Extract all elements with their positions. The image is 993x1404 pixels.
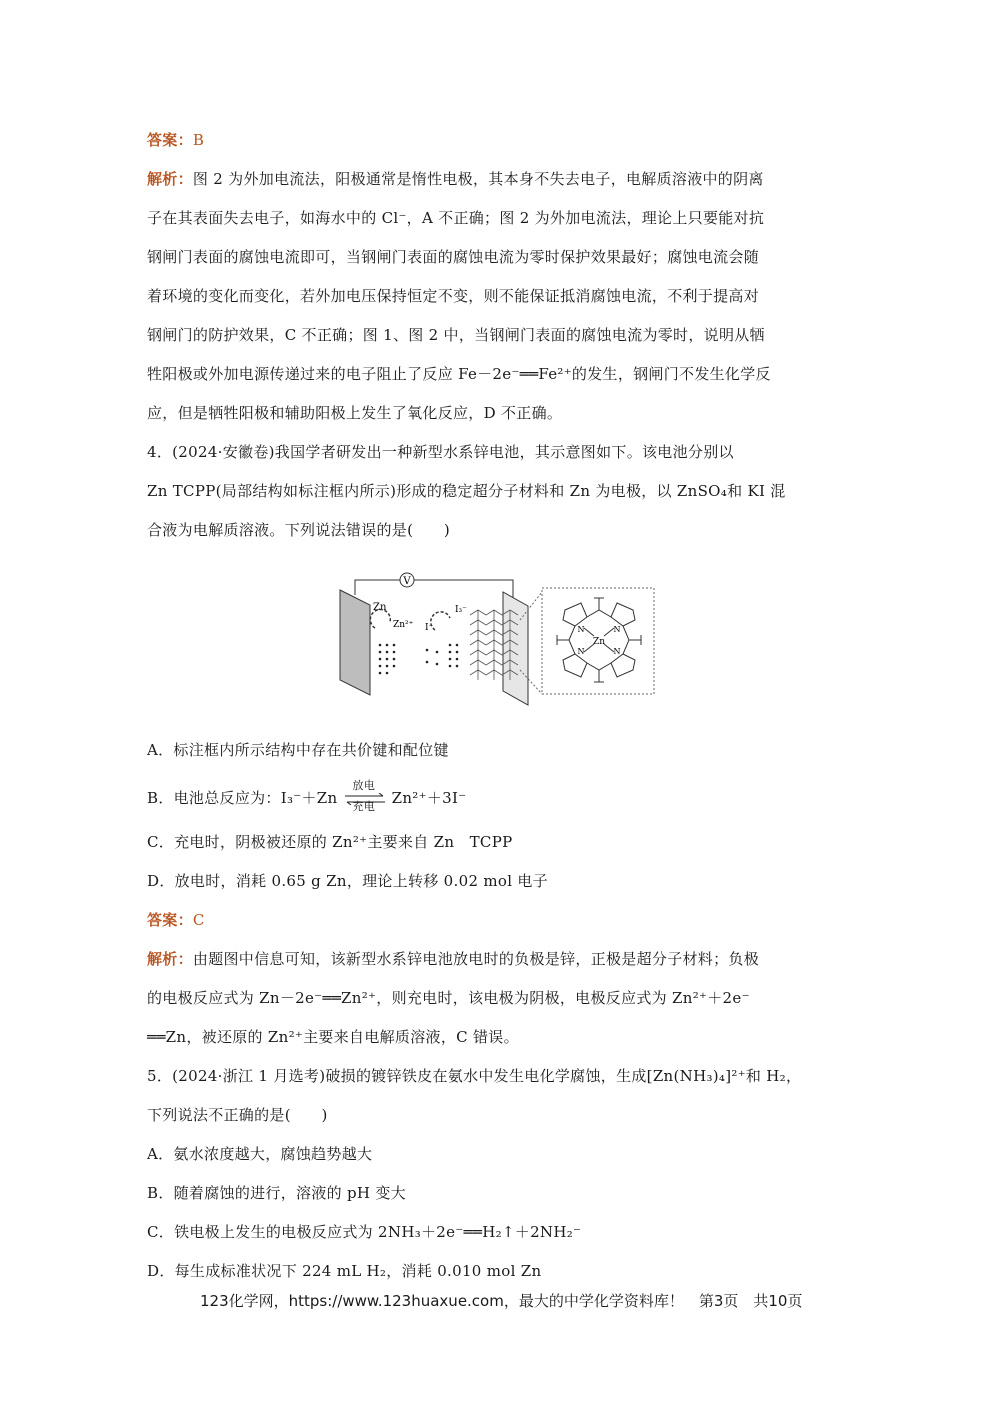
q4-option-c: C．充电时，阴极被还原的 Zn²⁺主要来自 Zn TCPP bbox=[147, 833, 513, 851]
answer-value: B bbox=[192, 131, 205, 149]
page-footer: 123化学网，https://www.123huaxue.com，最大的中学化学资料库！ 第3页 共10页 bbox=[200, 1292, 803, 1310]
answer-line-2 bbox=[147, 910, 205, 930]
answer-line-1 bbox=[147, 130, 204, 150]
option-b-prefix: B．电池总反应为：I₃⁻＋Zn bbox=[147, 789, 338, 807]
explanation-text: 由题图中信息可知，该新型水系锌电池放电时的负极是锌，正极是超分子材料；负极 bbox=[192, 950, 760, 968]
explanation-line: ══Zn，被还原的 Zn²⁺主要来自电解质溶液，C 错误。 bbox=[147, 1028, 519, 1046]
q4-option-a: A．标注框内所示结构中存在共价键和配位键 bbox=[147, 741, 449, 759]
q5-option-d: D．每生成标准状况下 224 mL H₂，消耗 0.010 mol Zn bbox=[147, 1262, 542, 1280]
answer-value: C bbox=[192, 911, 205, 929]
q5-option-b: B．随着腐蚀的进行，溶液的 pH 变大 bbox=[147, 1184, 406, 1202]
explanation-line: 钢闸门的防护效果，C 不正确；图 1、图 2 中，当钢闸门表面的腐蚀电流为零时，说明从牺 bbox=[147, 326, 765, 344]
explanation-line bbox=[147, 949, 759, 969]
explanation-line bbox=[147, 169, 764, 189]
answer-label: 答案： bbox=[147, 911, 193, 929]
explanation-label: 解析： bbox=[147, 950, 193, 968]
explanation-line: 子在其表面失去电子，如海水中的 Cl⁻，A 不正确；图 2 为外加电流法，理论上只要能对抗 bbox=[147, 209, 765, 227]
zn-ion-label: Zn²⁺ bbox=[393, 620, 414, 630]
explanation-label: 解析： bbox=[147, 170, 193, 188]
explanation-line: 着环境的变化而变化，若外加电压保持恒定不变，则不能保证抵消腐蚀电流，不利于提高对 bbox=[147, 287, 760, 305]
zn-label: Zn bbox=[373, 602, 387, 613]
n-label: N bbox=[577, 625, 585, 634]
question-4-stem: 合液为电解质溶液。下列说法错误的是( ) bbox=[147, 521, 451, 539]
voltmeter-label: V bbox=[403, 576, 411, 587]
n-label: N bbox=[577, 647, 585, 656]
battery-diagram bbox=[335, 570, 660, 710]
q5-option-a: A．氨水浓度越大，腐蚀趋势越大 bbox=[147, 1145, 373, 1163]
option-b-suffix: Zn²⁺＋3I⁻ bbox=[391, 789, 467, 807]
explanation-text: 图 2 为外加电流法，阳极通常是惰性电极，其本身不失去电子，电解质溶液中的阴离 bbox=[192, 170, 764, 188]
discharge-label: 放电 bbox=[352, 779, 376, 792]
zn-electrode bbox=[340, 590, 370, 695]
explanation-line: 牲阳极或外加电源传递过来的电子阻止了反应 Fe－2e⁻══Fe²⁺的发生，钢闸门不发生化学反 bbox=[147, 365, 771, 383]
reversible-arrow bbox=[343, 779, 387, 813]
q4-option-b bbox=[147, 779, 467, 813]
explanation-line: 钢闸门表面的腐蚀电流即可，当钢闸门表面的腐蚀电流为零时保护效果最好；腐蚀电流会随 bbox=[147, 248, 760, 266]
question-5-stem: 下列说法不正确的是( ) bbox=[147, 1106, 328, 1124]
q5-option-c: C．铁电极上发生的电极反应式为 2NH₃＋2e⁻══H₂↑＋2NH₂⁻ bbox=[147, 1223, 582, 1241]
answer-label: 答案： bbox=[147, 131, 193, 149]
ion-dots bbox=[379, 644, 459, 675]
explanation-line: 应，但是牺牲阳极和辅助阳极上发生了氧化反应，D 不正确。 bbox=[147, 404, 563, 422]
n-label: N bbox=[613, 647, 621, 656]
center-zn-label: Zn bbox=[592, 637, 606, 647]
iodide-label: I⁻ bbox=[425, 623, 434, 633]
n-label: N bbox=[613, 625, 621, 634]
charge-label: 充电 bbox=[352, 800, 376, 813]
explanation-line: 的电极反应式为 Zn－2e⁻══Zn²⁺，则充电时，该电极为阴极，电极反应式为 Zn²⁺＋2e⁻ bbox=[147, 989, 750, 1007]
question-4-stem: 4．(2024·安徽卷)我国学者研发出一种新型水系锌电池，其示意图如下。该电池分别以 bbox=[147, 443, 734, 461]
tcpp-electrode bbox=[503, 592, 528, 705]
q4-option-d: D．放电时，消耗 0.65 g Zn，理论上转移 0.02 mol 电子 bbox=[147, 872, 548, 890]
question-5-stem: 5．(2024·浙江 1 月选考)破损的镀锌铁皮在氨水中发生电化学腐蚀，生成[Zn(NH₃)₄]²⁺和 H₂， bbox=[147, 1067, 802, 1085]
question-4-stem: Zn TCPP(局部结构如标注框内所示)形成的稳定超分子材料和 Zn 为电极，以 ZnSO₄和 KI 混 bbox=[147, 482, 786, 500]
triiodide-label: I₃⁻ bbox=[455, 605, 467, 615]
